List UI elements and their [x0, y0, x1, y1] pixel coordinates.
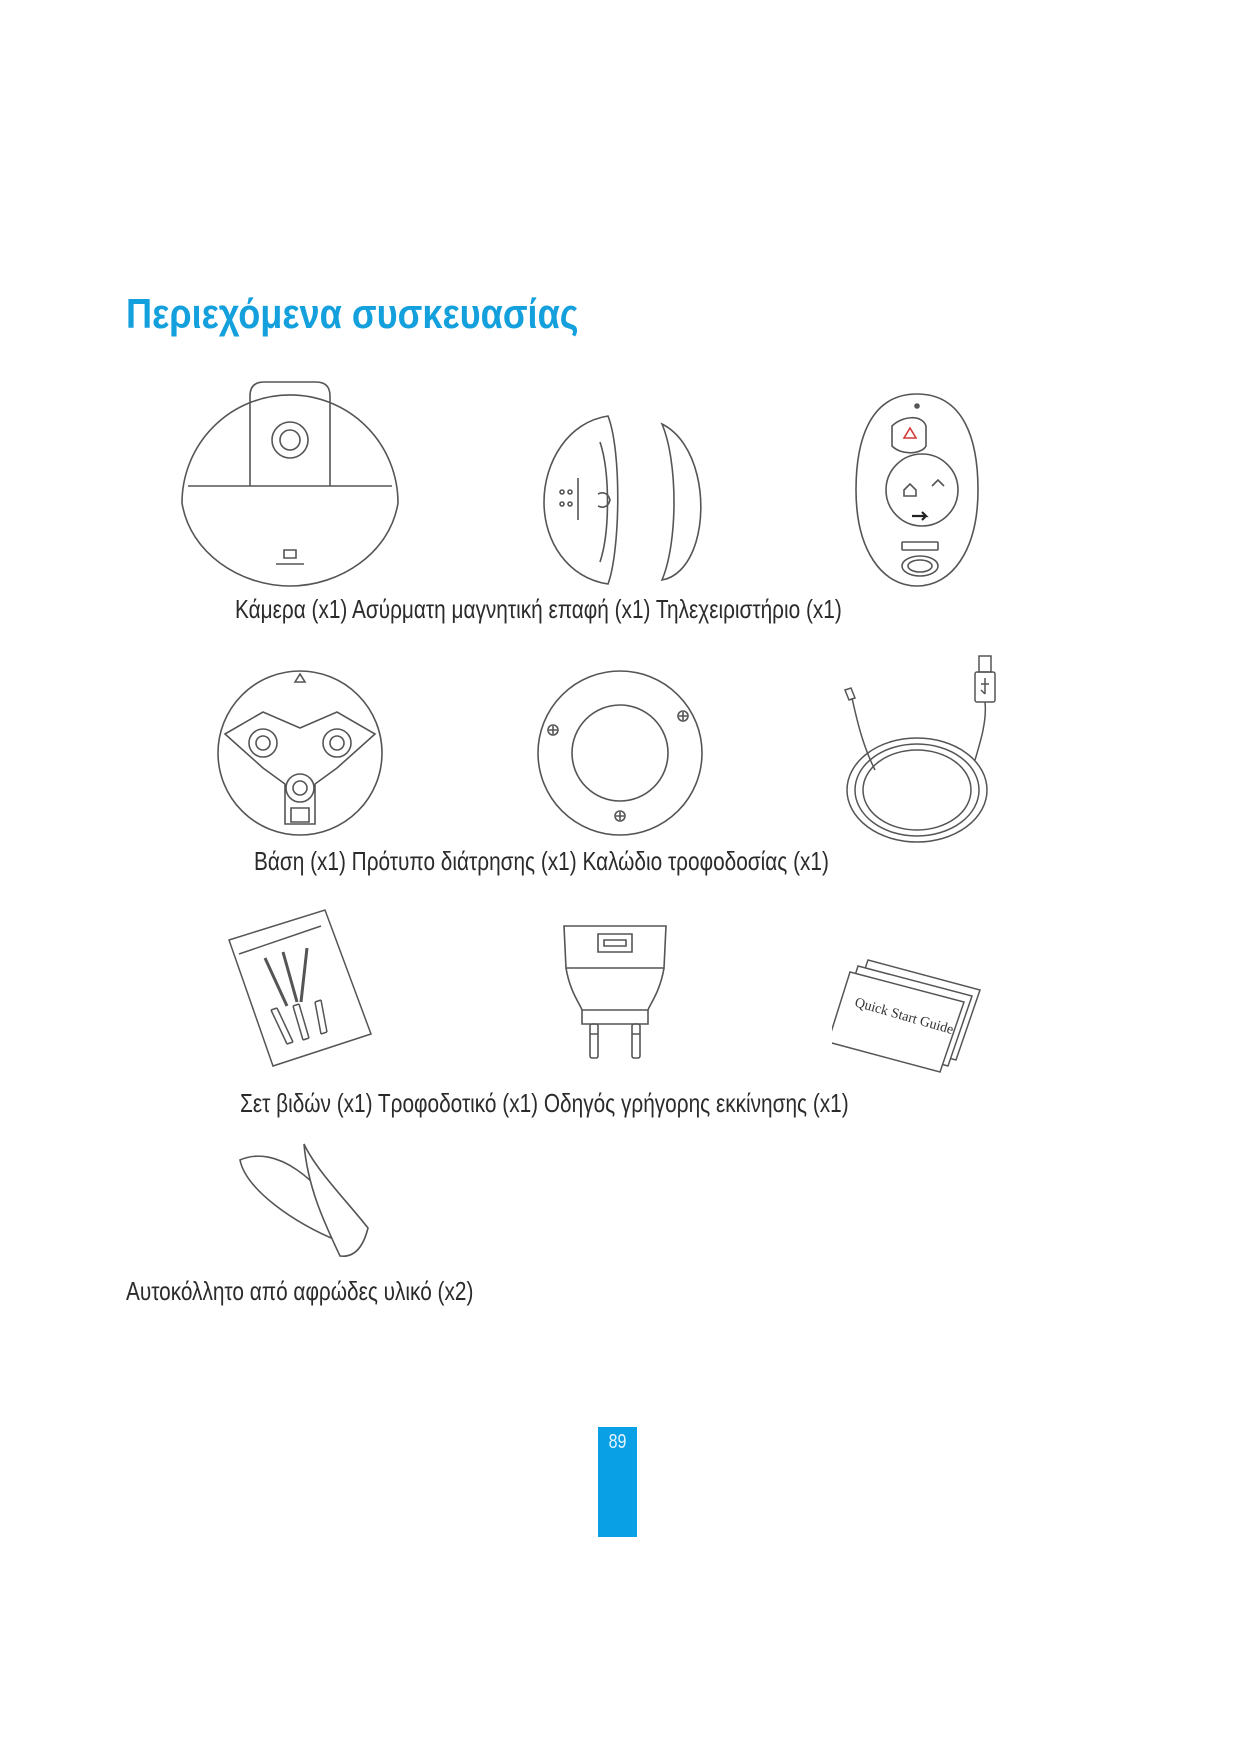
foam-sticker-icon — [236, 1140, 376, 1260]
power-cable-icon — [835, 650, 1005, 850]
caption-row-1: Κάμερα (x1) Ασύρματη μαγνητική επαφή (x1) Τηλεχειριστήριο (x1) — [235, 594, 842, 624]
screw-kit-icon — [225, 906, 375, 1071]
caption-row-4: Αυτοκόλλητο από αφρώδες υλικό (x2) — [126, 1276, 474, 1306]
guide-cover-text: Quick Start Guide — [852, 995, 955, 1038]
power-adapter-icon — [560, 922, 670, 1072]
page-title: Περιεχόμενα συσκευασίας — [126, 290, 579, 337]
base-icon — [215, 668, 385, 838]
page-number: 89 — [608, 1431, 627, 1453]
caption-row-3: Σετ βιδών (x1) Τροφοδοτικό (x1) Οδηγός γρήγορης εκκίνησης (x1) — [240, 1088, 849, 1118]
camera-icon — [180, 378, 400, 588]
page-number-tab — [598, 1427, 637, 1537]
quick-start-guide-icon — [832, 956, 982, 1076]
caption-row-2: Βάση (x1) Πρότυπο διάτρησης (x1) Καλώδιο τροφοδοσίας (x1) — [254, 846, 829, 876]
template-icon — [533, 668, 708, 838]
remote-control-icon — [852, 390, 982, 590]
magnetic-contact-icon — [538, 412, 710, 588]
